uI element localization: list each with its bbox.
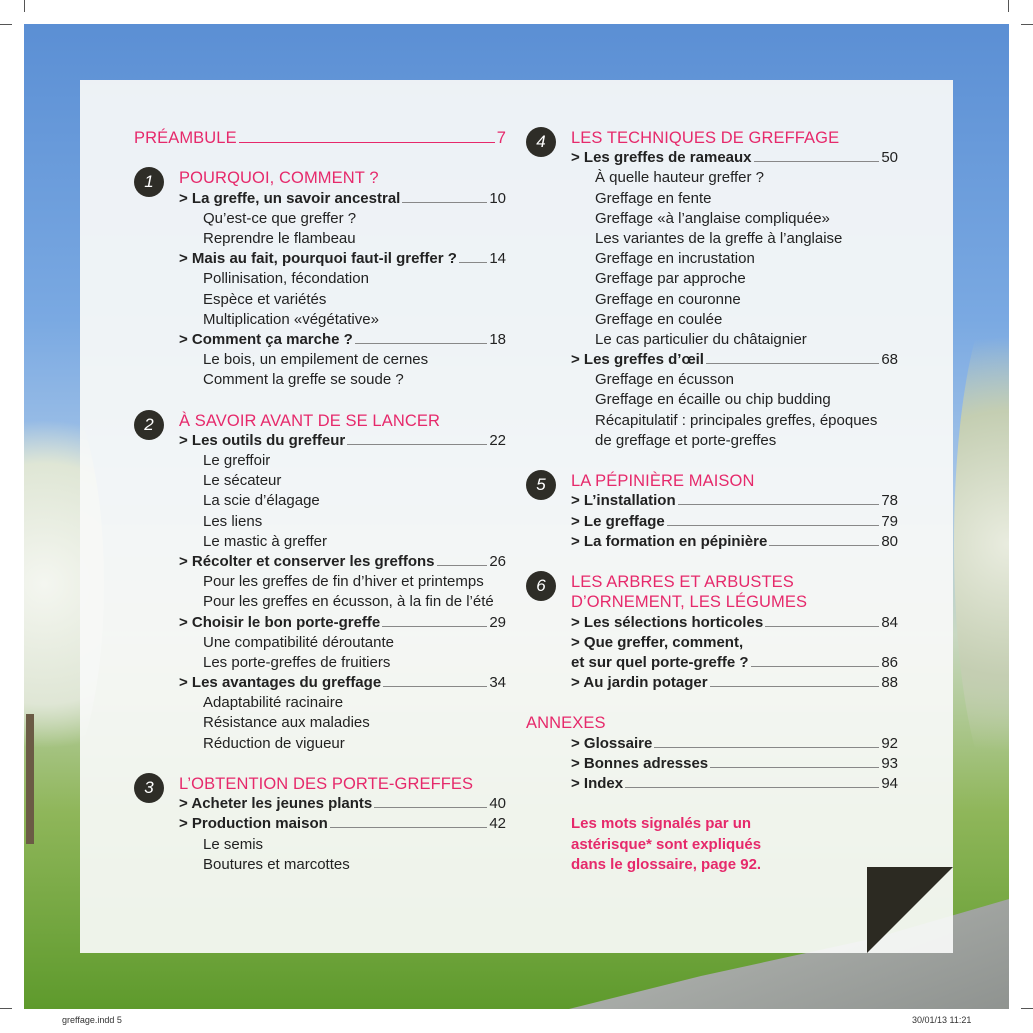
chapter-number-badge: 1 [134,167,164,197]
toc-chapter-title-continued: D’ORNEMENT, LES LÉGUMES [571,593,808,612]
toc-subentry: La scie d’élagage [203,492,320,510]
toc-subentry: Multiplication «végétative» [203,310,379,328]
toc-subentry: Qu’est-ce que greffer ? [203,209,357,227]
spacer [134,148,506,168]
glossary-note: dans le glossaire, page 92. [571,855,762,873]
crop-mark [0,24,12,25]
crop-mark [24,0,25,12]
toc-subentry: Réduction de vigueur [203,734,345,752]
toc-subentry: Pour les greffes en écusson, à la fin de l’été [203,593,494,611]
toc-entry [134,613,506,633]
leader-line [769,545,879,546]
toc-chapter [134,411,506,434]
toc-page-number: 34 [489,674,506,692]
toc-subentry: Pour les greffes de fin d’hiver et printemps [203,573,484,591]
toc-page-number: 26 [489,552,506,570]
spacer [134,754,506,774]
toc-subentry: Le cas particulier du châtaignier [595,330,807,348]
chapter-number-badge: 6 [526,571,556,601]
toc-chapter [526,471,898,495]
tree-trunk [26,714,34,844]
blossom-tree [954,284,1009,804]
toc-entry-title: > Au jardin potager [571,674,708,692]
toc-entry-title: > L’installation [571,492,676,510]
toc-entry-title: > Index [571,775,624,792]
footer-file: greffage.indd 5 [62,1015,122,1025]
toc-subentry: Comment la greffe se soude ? [203,371,404,389]
leader-line [754,161,880,162]
toc-page-number: 92 [881,734,898,752]
toc-page-number: 88 [881,674,898,692]
toc-chapter [526,128,898,151]
toc-section [134,128,506,148]
toc-subentry: Greffage en écusson [595,371,734,389]
toc-subentry: Les porte-greffes de fruitiers [203,653,391,671]
toc-page-number: 86 [881,653,898,671]
glossary-note: Les mots signalés par un [571,815,752,833]
toc-page-number: 22 [489,431,506,449]
toc-entry-title: > Bonnes adresses [571,754,709,772]
spacer [526,693,898,713]
toc-page-number: 78 [881,492,898,510]
toc-entry [134,814,506,834]
toc-entry-title: > La greffe, un savoir ancestral [179,189,401,207]
toc-subentry: Adaptabilité racinaire [203,694,344,712]
toc-entry-title: > Les avantages du greffage [179,674,382,692]
toc-page-number: 10 [489,189,506,207]
chapter-number-badge: 5 [526,470,556,500]
leader-line [382,626,487,627]
crop-mark [1021,24,1033,25]
toc-entry-title: > Les outils du greffeur [179,431,346,449]
toc-entry [134,552,506,572]
toc-chapter-title: L’OBTENTION DES PORTE-GREFFES [179,775,474,793]
footer-date: 30/01/13 11:21 [912,1015,972,1025]
toc-subentry: Le greffoir [203,452,271,469]
toc-entry-title: > Récolter et conserver les greffons [179,552,435,570]
page-fold-corner [867,867,953,953]
leader-line [402,202,487,203]
toc-subentry: Espèce et variétés [203,290,327,308]
toc-subentry: Les liens [203,512,263,530]
toc-entry [134,249,506,269]
leader-line [706,363,879,364]
toc-entry [134,330,506,350]
toc-page-number: 84 [881,613,898,631]
spacer [526,451,898,471]
leader-line [383,686,487,687]
toc-subentry: Le sécateur [203,472,282,490]
toc-subentry: Greffage en écaille ou chip budding [595,391,831,409]
leader-line [625,787,879,788]
toc-entry-title: > Que greffer, comment, [571,633,744,651]
toc-page-number: 68 [881,351,898,369]
toc-subentry: Récapitulatif : principales greffes, époques [595,411,878,429]
toc-chapter-title: À SAVOIR AVANT DE SE LANCER [179,411,440,430]
toc-entry [134,189,506,209]
toc-page-number: 29 [489,613,506,631]
toc-entry [134,431,506,451]
leader-line [437,565,488,566]
toc-subentry: Reprendre le flambeau [203,229,356,247]
toc-entry [526,350,898,370]
toc-entry-title: > Production maison [179,815,328,833]
toc-entry [134,794,506,814]
toc-column-right [526,128,898,875]
toc-entry-title: > Les greffes d’œil [571,351,704,369]
leader-line [667,525,880,526]
toc-entry-title: > Les greffes de rameaux [571,149,752,167]
spacer [526,552,898,572]
toc-page-number: 79 [881,512,898,530]
toc-subentry: Résistance aux maladies [203,714,370,732]
toc-subentry: Greffage par approche [595,270,746,288]
leader-line [678,504,880,505]
toc-entry [526,653,898,673]
toc-subentry: Boutures et marcottes [203,855,350,873]
toc-page-number: 7 [496,129,506,147]
toc-subentry: Greffage en fente [595,189,712,207]
toc-subentry: À quelle hauteur greffer ? [595,169,765,187]
toc-entry [134,673,506,693]
toc-chapter [526,572,898,596]
toc-subentry: Les variantes de la greffe à l’anglaise [595,229,843,247]
leader-line [751,666,880,667]
toc-entry [526,148,898,168]
toc-annex-title: ANNEXES [526,714,606,733]
toc-column-left [134,128,506,875]
toc-entry [526,613,898,633]
toc-chapter-title: LA PÉPINIÈRE MAISON [571,472,755,491]
chapter-number-badge: 2 [134,410,164,440]
crop-mark [1021,1008,1033,1009]
toc-page-number: 14 [489,250,506,268]
chapter-number-badge: 3 [134,773,164,803]
leader-line [654,747,879,748]
crop-mark [1008,0,1009,12]
leader-line [355,343,488,344]
toc-entry [526,532,898,552]
crop-mark [0,1008,12,1009]
leader-line [459,262,487,263]
chapter-number-badge: 4 [526,127,556,157]
toc-entry-title: > Acheter les jeunes plants [179,795,373,813]
leader-line [374,807,487,808]
toc-entry-title: > Le greffage [571,512,665,530]
toc-subentry: Le mastic à greffer [203,532,327,550]
toc-entry [526,491,898,511]
spacer [134,390,506,410]
leader-line [347,444,487,445]
leader-line [710,767,879,768]
toc-entry-title: > Mais au fait, pourquoi faut-il greffer ? [179,250,457,268]
toc-subentry: Une compatibilité déroutante [203,633,394,651]
toc-subentry: Greffage en incrustation [595,250,755,268]
toc-chapter [134,168,506,192]
toc-page-number: 80 [881,532,898,550]
leader-line [710,686,880,687]
leader-line [765,626,879,627]
toc-subentry: Le bois, un empilement de cernes [203,351,429,369]
leader-line [330,827,488,828]
toc-entry [526,774,898,794]
toc-chapter-title: POURQUOI, COMMENT ? [179,169,379,188]
toc-chapter-title: LES TECHNIQUES DE GREFFAGE [571,129,840,147]
toc-entry-title: et sur quel porte-greffe ? [571,653,749,671]
toc-entry [526,512,898,532]
toc-subentry: Greffage en couronne [595,290,741,308]
toc-page-number: 18 [489,330,506,348]
toc-entry [526,754,898,774]
spacer [526,794,898,814]
toc-subentry: Pollinisation, fécondation [203,270,369,288]
toc-page-number: 94 [881,775,898,792]
toc-subentry: de greffage et porte-greffes [595,431,777,449]
toc-entry [526,673,898,693]
toc-entry-title: > Glossaire [571,734,653,752]
toc-entry-title: > Les sélections horticoles [571,613,764,631]
toc-subentry: Le semis [203,835,264,853]
toc-page-number: 50 [881,149,898,167]
toc-entry-title: > Comment ça marche ? [179,330,353,348]
toc-page-number: 42 [489,815,506,833]
toc-subentry: Greffage en coulée [595,310,723,328]
toc-entry [526,734,898,754]
leader-line [239,142,495,143]
toc-page-number: 40 [489,795,506,813]
glossary-note: astérisque* sont expliqués [571,835,762,853]
toc-subentry: Greffage «à l’anglaise compliquée» [595,209,830,227]
toc-chapter-title: LES ARBRES ET ARBUSTES [571,573,794,592]
toc-page-number: 93 [881,754,898,772]
toc-entry-title: > Choisir le bon porte-greffe [179,613,381,631]
toc-entry-title: > La formation en pépinière [571,532,768,550]
toc-chapter [134,774,506,797]
toc-section-title: PRÉAMBULE [134,129,237,147]
